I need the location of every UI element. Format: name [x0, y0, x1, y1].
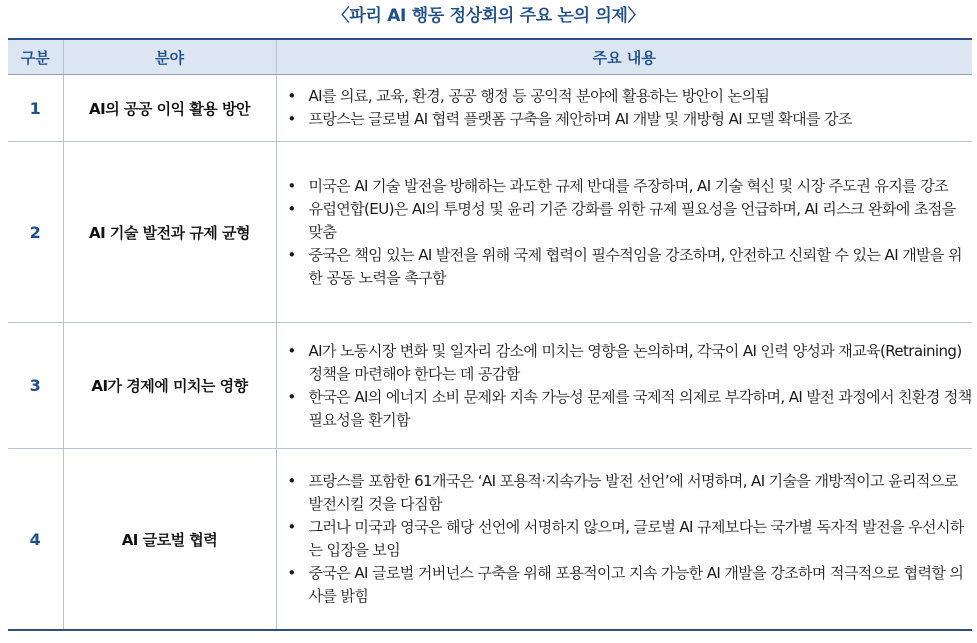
- bullet-item: [277, 85, 973, 108]
- row-number: 1: [8, 75, 63, 142]
- row-number: 3: [8, 323, 63, 449]
- bullet-icon: •: [287, 110, 296, 128]
- bullet-icon: •: [287, 176, 296, 195]
- bullet-list: [277, 175, 973, 290]
- column-header-no: 구분: [8, 39, 63, 75]
- row-area: AI 글로벌 협력: [63, 449, 276, 631]
- table-row: [8, 142, 972, 323]
- bullet-text: 프랑스는 글로벌 AI 협력 플랫폼 구축을 제안하며 AI 개발 및 개방형 AI 모델 확대를 강조: [308, 110, 852, 128]
- table-row: [8, 449, 972, 631]
- bullet-icon: •: [287, 199, 296, 218]
- bullet-icon: •: [287, 472, 296, 490]
- row-number: 2: [8, 142, 63, 323]
- row-area: AI의 공공 이익 활용 방안: [63, 75, 276, 142]
- bullet-item: [277, 198, 973, 244]
- bullet-text: 그러나 미국과 영국은 해당 선언에 서명하지 않으며, 글로벌 AI 규제보다는 국가별 독자적 발전을 우선시하는 입장을 보임: [308, 518, 964, 559]
- column-header-content: 주요 내용: [276, 39, 972, 75]
- bullet-text: 유럽연합(EU)은 AI의 투명성 및 윤리 기준 강화를 위한 규제 필요성을 언급하며, AI 리스크 완화에 초점을 맞춤: [308, 199, 956, 241]
- bullet-list: [277, 85, 973, 131]
- bullet-icon: •: [287, 245, 296, 264]
- table-row: [8, 323, 972, 449]
- row-content: [276, 449, 972, 631]
- bullet-list: [277, 470, 973, 608]
- bullet-text: 중국은 AI 글로벌 거버넌스 구축을 위해 포용적이고 지속 가능한 AI 개발을 강조하며 적극적으로 협력할 의사를 밝힘: [308, 564, 964, 605]
- bullet-icon: •: [287, 518, 296, 536]
- row-number: 4: [8, 449, 63, 631]
- row-area: AI가 경제에 미치는 영향: [63, 323, 276, 449]
- bullet-text: 한국은 AI의 에너지 소비 문제와 지속 가능성 문제를 국제적 의제로 부각하며, AI 발전 과정에서 친환경 정책 필요성을 환기함: [308, 387, 972, 429]
- bullet-item: [277, 244, 973, 290]
- table-row: [8, 75, 972, 142]
- bullet-item: [277, 175, 973, 198]
- agenda-table: [8, 38, 972, 631]
- bullet-icon: •: [287, 341, 296, 360]
- bullet-icon: •: [287, 564, 296, 582]
- bullet-text: AI를 의료, 교육, 환경, 공공 행정 등 공익적 분야에 활용하는 방안이 논의됨: [308, 87, 770, 105]
- bullet-text: 미국은 AI 기술 발전을 방해하는 과도한 규제 반대를 주장하며, AI 기술 혁신 및 시장 주도권 유지를 강조: [308, 176, 949, 195]
- table-title: 〈파리 AI 행동 정상회의 주요 논의 의제〉: [332, 6, 645, 26]
- bullet-item: [277, 470, 973, 516]
- bullet-item: [277, 340, 973, 386]
- row-content: [276, 323, 972, 449]
- bullet-list: [277, 340, 973, 432]
- bullet-text: 프랑스를 포함한 61개국은 ‘AI 포용적·지속가능 발전 선언’에 서명하며, AI 기술을 개방적이고 윤리적으로 발전시킬 것을 다짐함: [308, 472, 958, 513]
- table-header-row: [8, 39, 972, 75]
- bullet-item: [277, 516, 973, 562]
- bullet-icon: •: [287, 387, 296, 406]
- bullet-text: AI가 노동시장 변화 및 일자리 감소에 미치는 영향을 논의하며, 각국이 AI 인력 양성과 재교육(Retraining) 정책을 마련해야 한다는 데 공감함: [308, 341, 962, 383]
- bullet-item: [277, 562, 973, 608]
- bullet-item: [277, 386, 973, 432]
- bullet-text: 중국은 책임 있는 AI 발전을 위해 국제 협력이 필수적임을 강조하며, 안전하고 신뢰할 수 있는 AI 개발을 위한 공동 노력을 촉구함: [308, 245, 962, 287]
- bullet-item: [277, 108, 973, 131]
- bullet-icon: •: [287, 87, 296, 105]
- row-area: AI 기술 발전과 규제 균형: [63, 142, 276, 323]
- row-content: [276, 142, 972, 323]
- row-content: [276, 75, 972, 142]
- column-header-area: 분야: [63, 39, 276, 75]
